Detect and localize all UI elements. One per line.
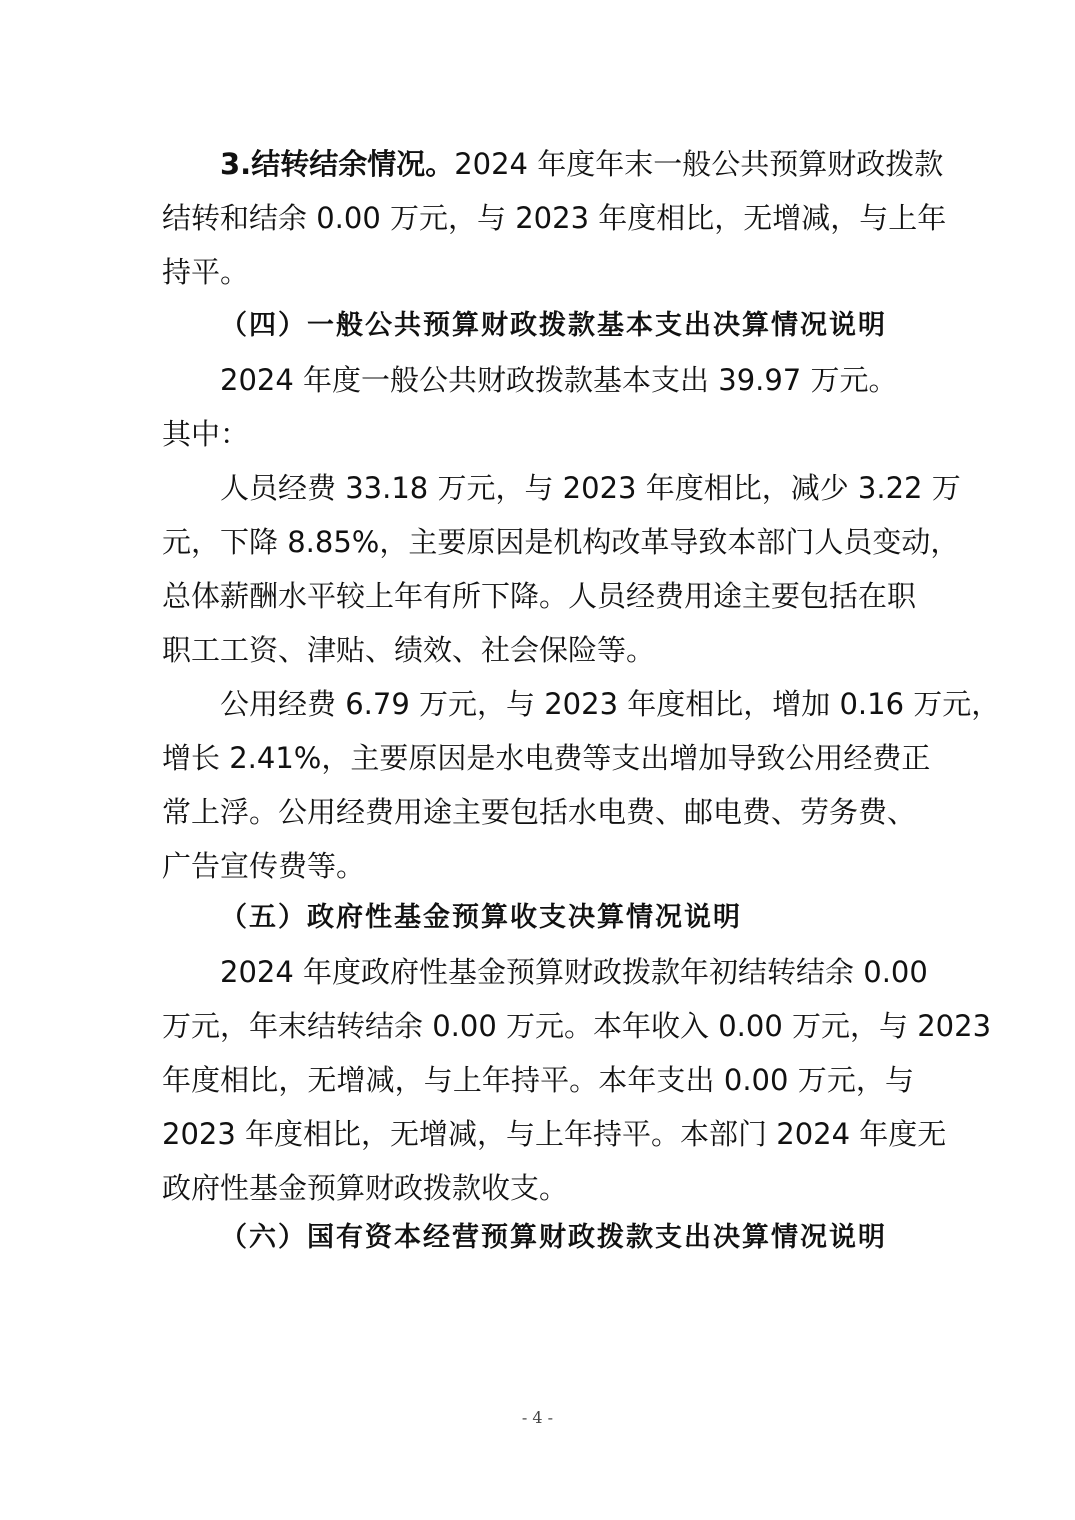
paragraph-carryover-line-2: 结转和结余 0.00 万元，与 2023 年度相比，无增减，与上年 bbox=[162, 201, 947, 235]
paragraph-public-line-4: 广告宣传费等。 bbox=[162, 849, 366, 883]
paragraph-personnel-line-4: 职工工资、津贴、绩效、社会保险等。 bbox=[162, 633, 656, 667]
paragraph-carryover-text: 2024 年度年末一般公共预算财政拨款 bbox=[454, 147, 944, 181]
paragraph-carryover-line-3: 持平。 bbox=[162, 255, 250, 289]
paragraph-fund-line-1: 2024 年度政府性基金预算财政拨款年初结转结余 0.00 bbox=[220, 955, 928, 989]
section-heading-4: （四）一般公共预算财政拨款基本支出决算情况说明 bbox=[220, 310, 887, 341]
paragraph-fund-line-2: 万元，年末结转结余 0.00 万元。本年收入 0.00 万元，与 2023 bbox=[162, 1009, 992, 1043]
paragraph-public-line-2: 增长 2.41%，主要原因是水电费等支出增加导致公用经费正 bbox=[162, 741, 931, 775]
paragraph-public-line-3: 常上浮。公用经费用途主要包括水电费、邮电费、劳务费、 bbox=[162, 795, 917, 829]
paragraph-personnel-line-1: 人员经费 33.18 万元，与 2023 年度相比，减少 3.22 万 bbox=[220, 471, 961, 505]
paragraph-fund-line-3: 年度相比，无增减，与上年持平。本年支出 0.00 万元，与 bbox=[162, 1063, 914, 1097]
page-number: - 4 - bbox=[521, 1408, 554, 1427]
section-heading-5: （五）政府性基金预算收支决算情况说明 bbox=[220, 902, 742, 933]
paragraph-personnel-line-3: 总体薪酬水平较上年有所下降。人员经费用途主要包括在职 bbox=[162, 579, 917, 613]
paragraph-basic-line-1: 2024 年度一般公共财政拨款基本支出 39.97 万元。 bbox=[220, 363, 898, 397]
paragraph-personnel-line-2: 元，下降 8.85%，主要原因是机构改革导致本部门人员变动， bbox=[162, 525, 960, 559]
paragraph-fund-line-5: 政府性基金预算财政拨款收支。 bbox=[162, 1171, 569, 1205]
paragraph-fund-line-4: 2023 年度相比，无增减，与上年持平。本部门 2024 年度无 bbox=[162, 1117, 947, 1151]
section-heading-6: （六）国有资本经营预算财政拨款支出决算情况说明 bbox=[220, 1222, 887, 1253]
paragraph-basic-line-2: 其中： bbox=[162, 417, 250, 451]
paragraph-public-line-1: 公用经费 6.79 万元，与 2023 年度相比，增加 0.16 万元， bbox=[220, 687, 1001, 721]
paragraph-carryover-line-1 bbox=[220, 144, 944, 184]
paragraph-carryover-lead: 3.结转结余情况。 bbox=[220, 147, 455, 181]
